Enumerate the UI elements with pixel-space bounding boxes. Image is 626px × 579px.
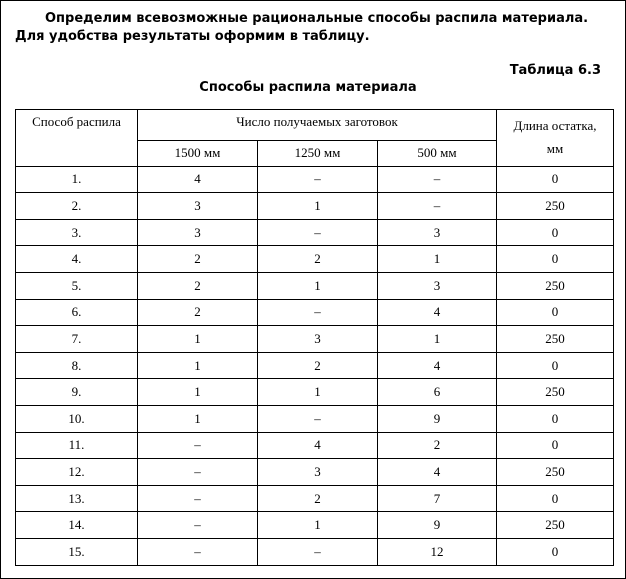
cell-remainder: 0 — [497, 485, 614, 512]
cell-remainder: 0 — [497, 166, 614, 193]
cell-1250: 2 — [258, 352, 378, 379]
cell-500: 3 — [378, 272, 497, 299]
cell-1250: 2 — [258, 246, 378, 273]
cell-500: 9 — [378, 405, 497, 432]
cell-method: 14. — [16, 512, 138, 539]
cell-1250: 1 — [258, 512, 378, 539]
cell-500: 1 — [378, 326, 497, 353]
cell-remainder: 0 — [497, 352, 614, 379]
cell-1250: – — [258, 299, 378, 326]
cell-1500: 2 — [138, 246, 258, 273]
table-header-row — [16, 110, 614, 141]
cell-remainder: 250 — [497, 379, 614, 406]
table-row — [16, 272, 614, 299]
cell-method: 11. — [16, 432, 138, 459]
table-row — [16, 459, 614, 486]
table-row — [16, 299, 614, 326]
table-row — [16, 432, 614, 459]
cell-remainder: 0 — [497, 405, 614, 432]
cell-500: 2 — [378, 432, 497, 459]
cell-1500: 1 — [138, 379, 258, 406]
table-row — [16, 512, 614, 539]
cell-1500: 1 — [138, 405, 258, 432]
cell-method: 5. — [16, 272, 138, 299]
cell-500: 4 — [378, 352, 497, 379]
cell-1500: – — [138, 538, 258, 565]
subheader-500: 500 мм — [378, 140, 497, 166]
cell-method: 7. — [16, 326, 138, 353]
cell-1250: – — [258, 166, 378, 193]
table-row — [16, 538, 614, 565]
cell-500: 12 — [378, 538, 497, 565]
table-row — [16, 379, 614, 406]
cell-remainder: 0 — [497, 299, 614, 326]
table-row — [16, 246, 614, 273]
header-remainder — [497, 110, 614, 167]
cell-500: 3 — [378, 219, 497, 246]
cell-1250: 1 — [258, 272, 378, 299]
cell-method: 10. — [16, 405, 138, 432]
cell-remainder: 250 — [497, 193, 614, 220]
cell-1250: – — [258, 219, 378, 246]
cell-1250: – — [258, 405, 378, 432]
cell-500: 4 — [378, 299, 497, 326]
cell-remainder: 250 — [497, 459, 614, 486]
cell-remainder: 0 — [497, 432, 614, 459]
cell-1250: – — [258, 538, 378, 565]
cell-1500: 3 — [138, 219, 258, 246]
cell-1500: 3 — [138, 193, 258, 220]
subheader-1500: 1500 мм — [138, 140, 258, 166]
cell-1500: 1 — [138, 352, 258, 379]
cell-500: 6 — [378, 379, 497, 406]
cell-remainder: 0 — [497, 219, 614, 246]
cell-500: 7 — [378, 485, 497, 512]
cell-remainder: 250 — [497, 272, 614, 299]
cell-method: 13. — [16, 485, 138, 512]
cell-method: 3. — [16, 219, 138, 246]
header-remainder-line2: мм — [546, 141, 564, 156]
cell-1500: 4 — [138, 166, 258, 193]
table-row — [16, 219, 614, 246]
cell-1250: 3 — [258, 326, 378, 353]
cell-1500: 1 — [138, 326, 258, 353]
table-row — [16, 326, 614, 353]
cell-500: 9 — [378, 512, 497, 539]
cell-method: 9. — [16, 379, 138, 406]
header-remainder-line1: Длина остатка, — [513, 118, 597, 133]
cell-1500: – — [138, 432, 258, 459]
cell-method: 15. — [16, 538, 138, 565]
intro-paragraph: Определим всевозможные рациональные способы распила материала. Для удобства результаты оформим в таблицу. — [15, 11, 589, 44]
table-row — [16, 193, 614, 220]
cell-method: 12. — [16, 459, 138, 486]
cell-1250: 3 — [258, 459, 378, 486]
table-title: Способы распила материала — [199, 80, 417, 95]
cell-1500: – — [138, 485, 258, 512]
table-row — [16, 166, 614, 193]
cell-method: 8. — [16, 352, 138, 379]
table-row — [16, 405, 614, 432]
cell-method: 6. — [16, 299, 138, 326]
cell-method: 4. — [16, 246, 138, 273]
sawing-methods-table — [15, 109, 614, 566]
cell-1500: 2 — [138, 272, 258, 299]
table-row — [16, 485, 614, 512]
cell-1250: 1 — [258, 193, 378, 220]
cell-method: 1. — [16, 166, 138, 193]
cell-remainder: 250 — [497, 512, 614, 539]
cell-remainder: 250 — [497, 326, 614, 353]
cell-remainder: 0 — [497, 538, 614, 565]
cell-method: 2. — [16, 193, 138, 220]
cell-1250: 4 — [258, 432, 378, 459]
table-number-label: Таблица 6.3 — [509, 63, 601, 78]
header-pieces: Число получаемых заготовок — [138, 110, 497, 141]
cell-500: 4 — [378, 459, 497, 486]
table-row — [16, 352, 614, 379]
cell-500: – — [378, 166, 497, 193]
cell-500: – — [378, 193, 497, 220]
cell-1250: 2 — [258, 485, 378, 512]
cell-1500: 2 — [138, 299, 258, 326]
subheader-1250: 1250 мм — [258, 140, 378, 166]
cell-remainder: 0 — [497, 246, 614, 273]
cell-500: 1 — [378, 246, 497, 273]
cell-1250: 1 — [258, 379, 378, 406]
cell-1500: – — [138, 512, 258, 539]
cell-1500: – — [138, 459, 258, 486]
header-method: Способ распила — [16, 110, 138, 167]
